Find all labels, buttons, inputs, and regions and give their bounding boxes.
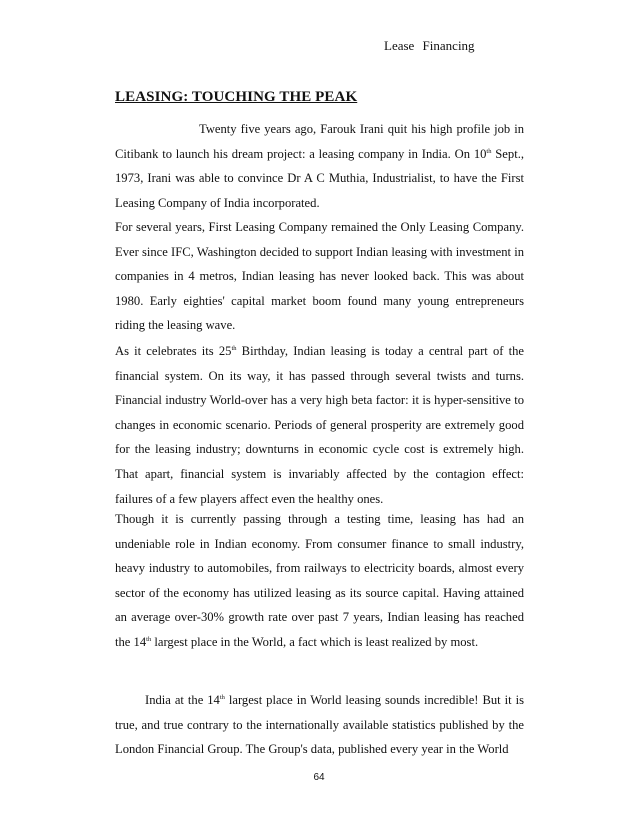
paragraph-4-text-a: Though it is currently passing through a testing time, leasing has had an undeniable role in Indian economy. From consumer finance to small industry, heavy industry to automobiles, from railways to electricity boards, almost every sector of the economy has utilized leasing as its source capital. Having attained an average over-30% growth rate over past 7 years, Indian leasing has reached the 14 [115,512,524,649]
paragraph-3-text-a: As it celebrates its 25 [115,344,232,358]
paragraph-3-superscript: th [231,344,237,352]
paragraph-1-text-a: Twenty five years ago, Farouk Irani quit his high profile job in Citibank to launch his dream project: a leasing company in India. On 10 [115,122,524,161]
paragraph-5-text-b: largest place in World leasing sounds incredible! But it is true, and true contrary to the internationally available statistics published by the London Financial Group. The Group's data, published every year in the World [115,693,524,757]
section-title: LEASING: TOUCHING THE PEAK [115,89,358,105]
paragraph-1-superscript: th [486,147,492,155]
paragraph-4-text-b: largest place in the World, a fact which is least realized by most. [151,634,479,649]
page-number: 64 [313,772,325,783]
paragraph-5 [115,688,524,762]
paragraph-3-text-b: Birthday, Indian leasing is today a central part of the financial system. On its way, it has passed through several twists and turns. Financial industry World-over has a very high beta factor: it is hyper-sensitive to changes in economic scenario. Periods of general prosperity are extremely good for the leasing industry; downturns in economic cycle cost is extremely high. That apart, financial system is invariably affected by the contagion effect: failures of a few players affect even the healthy ones. [115,344,524,506]
paragraph-4 [115,507,524,655]
running-header: Lease Financing [384,38,475,53]
paragraph-4-superscript: th [146,635,152,643]
paragraph-5-text-a: India at the 14 [145,693,220,707]
paragraph-5-superscript: th [219,693,225,701]
paragraph-1-text-b: Sept., 1973, Irani was able to convince Dr A C Muthia, Industrialist, to have the First Leasing Company of India incorporated. [115,146,524,210]
paragraph-2: For several years, First Leasing Company remained the Only Leasing Company. Ever since IFC, Washington decided to support Indian leasing with investment in companies in 4 metros, Indian leasing has never looked back. This was about 1980. Early eighties' capital market boom found many young entrepreneurs riding the leasing wave. [115,220,524,333]
paragraph-3 [115,339,524,511]
paragraph-1 [115,117,524,215]
